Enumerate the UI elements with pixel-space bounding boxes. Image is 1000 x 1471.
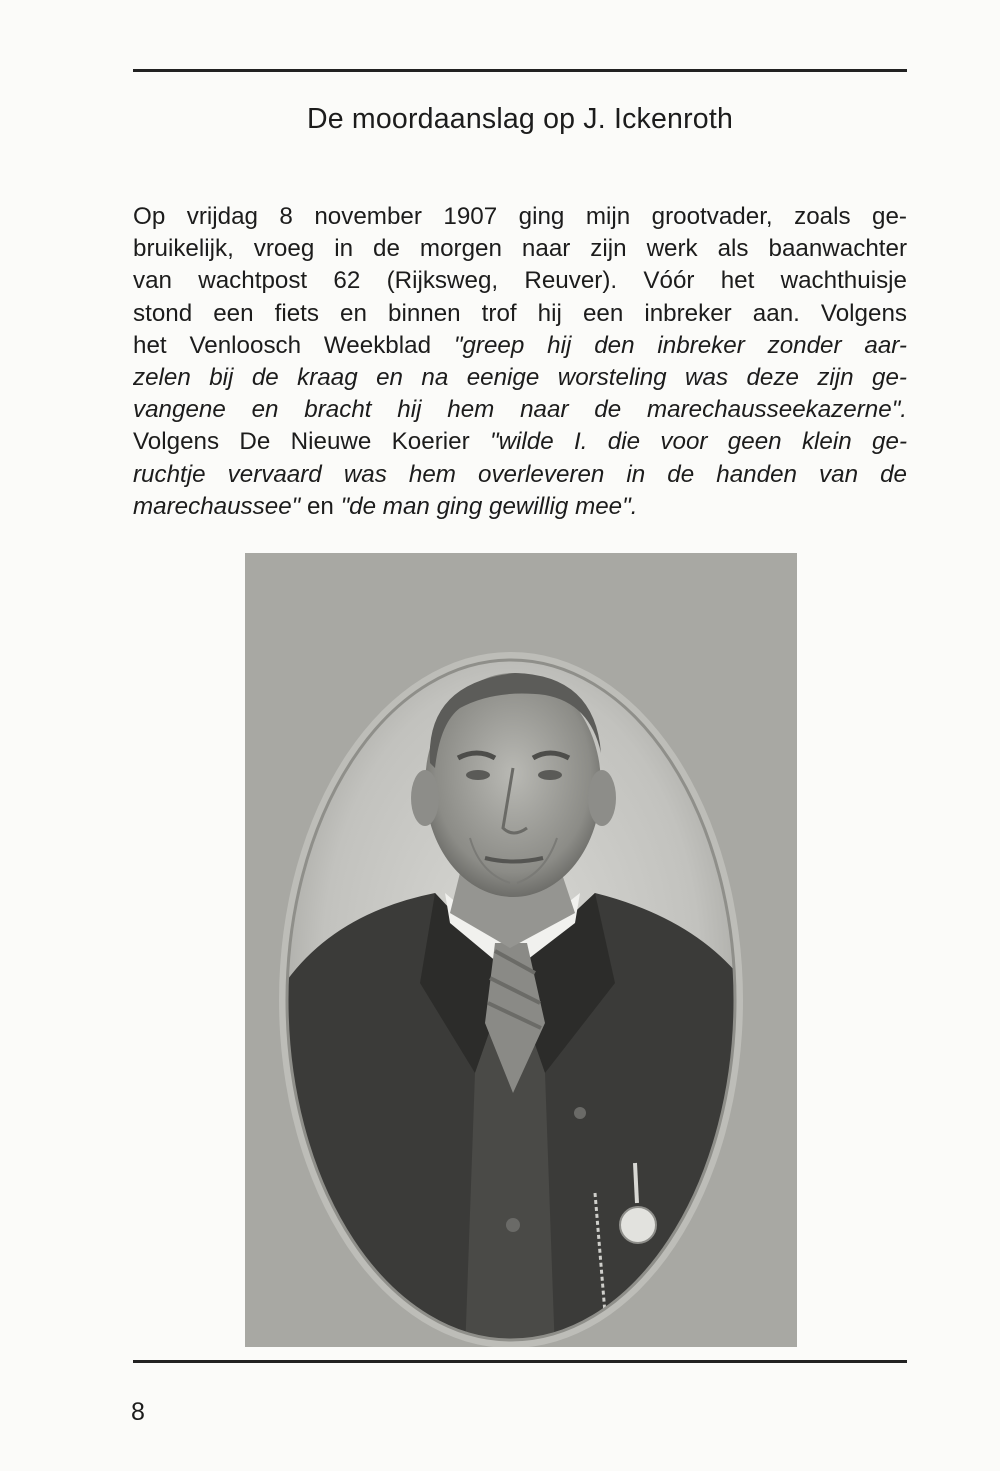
body-text-segment: van wachtpost 62 (Rijksweg, Reuver). Vóór het wachthuisje [133, 267, 907, 295]
text-line [133, 265, 907, 297]
text-line [133, 394, 907, 426]
text-line [133, 459, 907, 491]
text-line [133, 201, 907, 233]
top-rule [133, 69, 907, 72]
quoted-text: "de man ging gewillig mee". [340, 492, 638, 520]
text-line [133, 330, 907, 362]
page-title: De moordaanslag op J. Ickenroth [306, 103, 734, 135]
article-body [133, 201, 907, 523]
body-text-segment: bruikelijk, vroeg in de morgen naar zijn werk als baanwachter [133, 235, 907, 263]
page-number: 8 [131, 1398, 145, 1426]
text-line [133, 426, 907, 458]
text-line [133, 298, 907, 330]
body-text-segment: stond een fiets en binnen trof hij een inbreker aan. Volgens [133, 299, 907, 327]
body-text-segment: en [300, 492, 341, 520]
text-line [133, 362, 907, 394]
quoted-text: ruchtje vervaard was hem overleveren in de handen van de [133, 460, 907, 488]
bottom-rule [133, 1360, 907, 1363]
quoted-text: vangene en bracht hij hem naar de marechausseekazerne". [133, 396, 907, 424]
body-text-segment: Op vrijdag 8 november 1907 ging mijn grootvader, zoals ge- [133, 203, 907, 230]
body-text-segment: het Venloosch Weekblad [133, 331, 454, 359]
quoted-text: zelen bij de kraag en na eenige worsteling was deze zijn ge- [133, 363, 907, 391]
text-line [133, 491, 907, 523]
quoted-text: marechaussee" [133, 492, 301, 520]
portrait-image [245, 553, 797, 1347]
text-line [133, 233, 907, 265]
portrait-photo [245, 553, 797, 1347]
quoted-text: "greep hij den inbreker zonder aar- [453, 331, 907, 359]
quoted-text: "wilde I. die voor geen klein ge- [489, 428, 907, 456]
body-text-segment: Volgens De Nieuwe Koerier [133, 428, 490, 456]
